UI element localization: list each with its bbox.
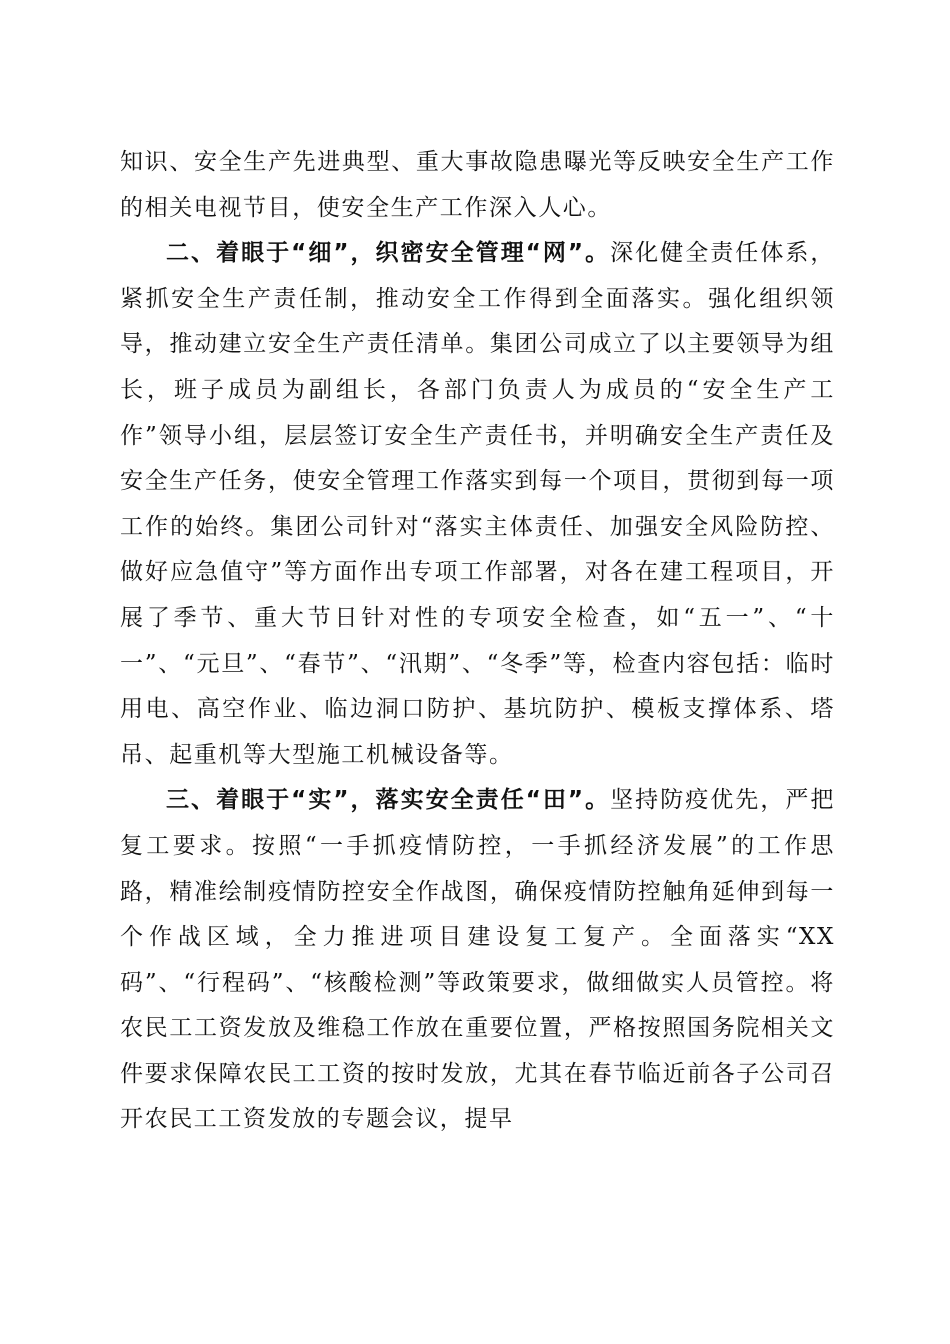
- paragraph-body: 知识、安全生产先进典型、重大事故隐患曝光等反映安全生产工作的相关电视节目，使安全生产工作深入人心。: [120, 149, 835, 221]
- paragraph-continuation: [120, 140, 835, 231]
- paragraph-section-two: [120, 231, 835, 778]
- paragraph-body: 深化健全责任体系，紧抓安全生产责任制，推动安全工作得到全面落实。强化组织领导，推动建立安全生产责任清单。集团公司成立了以主要领导为组长，班子成员为副组长，各部门负责人为成员的“安全生产工作”领导小组，层层签订安全生产责任书，并明确安全生产责任及安全生产任务，使安全管理工作落实到每一个项目，贯彻到每一项工作的始终。集团公司针对“落实主体责任、加强安全风险防控、做好应急值守”等方面作出专项工作部署，对各在建工程项目，开展了季节、重大节日针对性的专项安全检查，如“五一”、“十一”、“元旦”、“春节”、“汛期”、“冬季”等，检查内容包括：临时用电、高空作业、临边洞口防护、基坑防护、模板支撑体系、塔吊、起重机等大型施工机械设备等。: [120, 240, 835, 768]
- paragraph-body: 坚持防疫优先，严把复工要求。按照“一手抓疫情防控，一手抓经济发展”的工作思路，精准绘制疫情防控安全作战图，确保疫情防控触角延伸到每一个作战区域，全力推进项目建设复工复产。全面落实“XX码”、“行程码”、“核酸检测”等政策要求，做细做实人员管控。将农民工工资发放及维稳工作放在重要位置，严格按照国务院相关文件要求保障农民工工资的按时发放，尤其在春节临近前各子公司召开农民工工资发放的专题会议，提早: [120, 787, 835, 1133]
- section-heading: 三、着眼于“实”，落实安全责任“田”。: [166, 787, 611, 814]
- document-page: [120, 140, 835, 1143]
- section-heading: 二、着眼于“细”，织密安全管理“网”。: [166, 240, 611, 267]
- paragraph-section-three: [120, 778, 835, 1143]
